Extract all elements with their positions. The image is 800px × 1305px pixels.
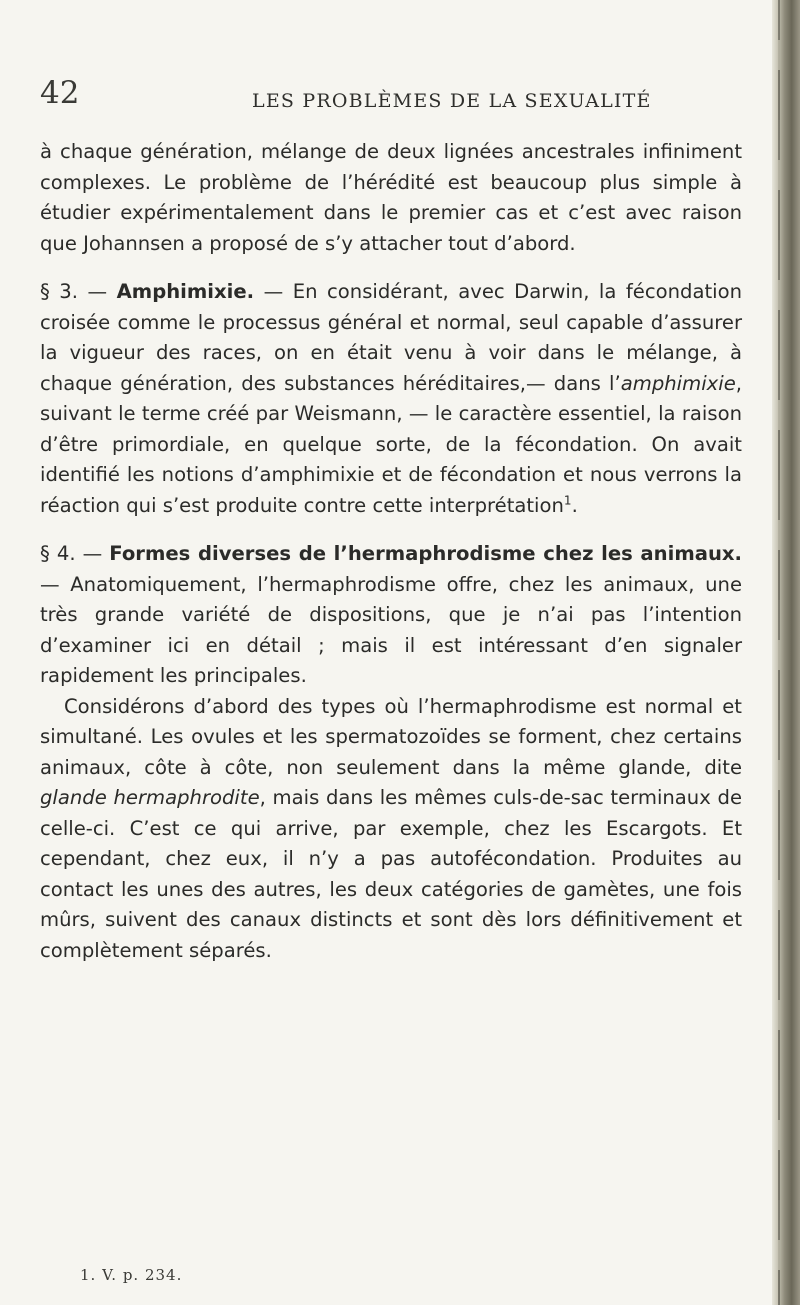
body-text [40, 137, 742, 966]
paragraph-simultane-text-b: , mais dans les mêmes culs-de-sac terminaux de celle-ci. C’est ce qui arrive, par exemple, chez les Escargots. Et cependant, chez eux, il n’y a pas autofécondation. Produites au contact les unes des autres, les deux catégories de gamètes, une fois mûrs, suivent des canaux distincts et sont dès lors définitivement et complètement séparés. [40, 786, 742, 962]
section-4-hermaphrodisme [40, 539, 742, 692]
section-4-text: — Anatomiquement, l’hermaphrodisme offre, chez les animaux, une très grande variété de dispositions, que je n’ai pas l’intention d’examiner ici en détail ; mais il est intéressant d’en signaler rapidement les principales. [40, 572, 742, 687]
section-3-text-b: , suivant le terme créé par Weismann, — le caractère essentiel, la raison d’être primordiale, en quelque sorte, de la fécondation. On avait identifié les notions d’amphimixie et de fécondation et nous verrons la réaction qui s’est produite contre cette interprétation [40, 371, 742, 517]
scanned-page-edge [772, 0, 800, 1305]
page-header [40, 76, 760, 116]
paragraph-simultane [40, 692, 742, 967]
page-number: 42 [40, 75, 80, 111]
paragraph-simultane-text-a: Considérons d’abord des types où l’hermaphrodisme est normal et simultané. Les ovules et les spermatozoïdes se forment, chez certains animaux, côte à côte, non seulement dans la même glande, dite [40, 694, 742, 779]
section-4-title: Formes diverses de l’hermaphrodisme chez les animaux. [109, 542, 742, 565]
paragraph-heredite [40, 137, 742, 259]
section-3-italic-term: amphimixie [620, 371, 736, 395]
running-head: LES PROBLÈMES DE LA SEXUALITÉ [252, 90, 652, 112]
section-3-end: . [571, 493, 578, 517]
paragraph-heredite-text: à chaque génération, mélange de deux lignées ancestrales infiniment complexes. Le problème de l’hérédité est beaucoup plus simple à étudier expérimentalement dans le premier cas et c’est avec raison que Johannsen a proposé de s’y attacher tout d’abord. [40, 140, 742, 255]
section-3-text-a: — En considérant, avec Darwin, la fécondation croisée comme le processus général et normal, seul capable d’assurer la vigueur des races, on en était venu à voir dans le mélange, à chaque génération, des substances héréditaires,— dans l’ [40, 280, 742, 395]
section-3-title: Amphimixie. [116, 280, 255, 303]
footnote: 1. V. p. 234. [80, 1266, 183, 1284]
section-3-mark: § 3. — [40, 280, 117, 303]
section-4-mark: § 4. — [40, 542, 110, 565]
paragraph-simultane-italic: glande hermaphrodite [40, 786, 260, 809]
footnote-reference: 1 [563, 492, 572, 507]
section-3-amphimixie [40, 277, 742, 521]
